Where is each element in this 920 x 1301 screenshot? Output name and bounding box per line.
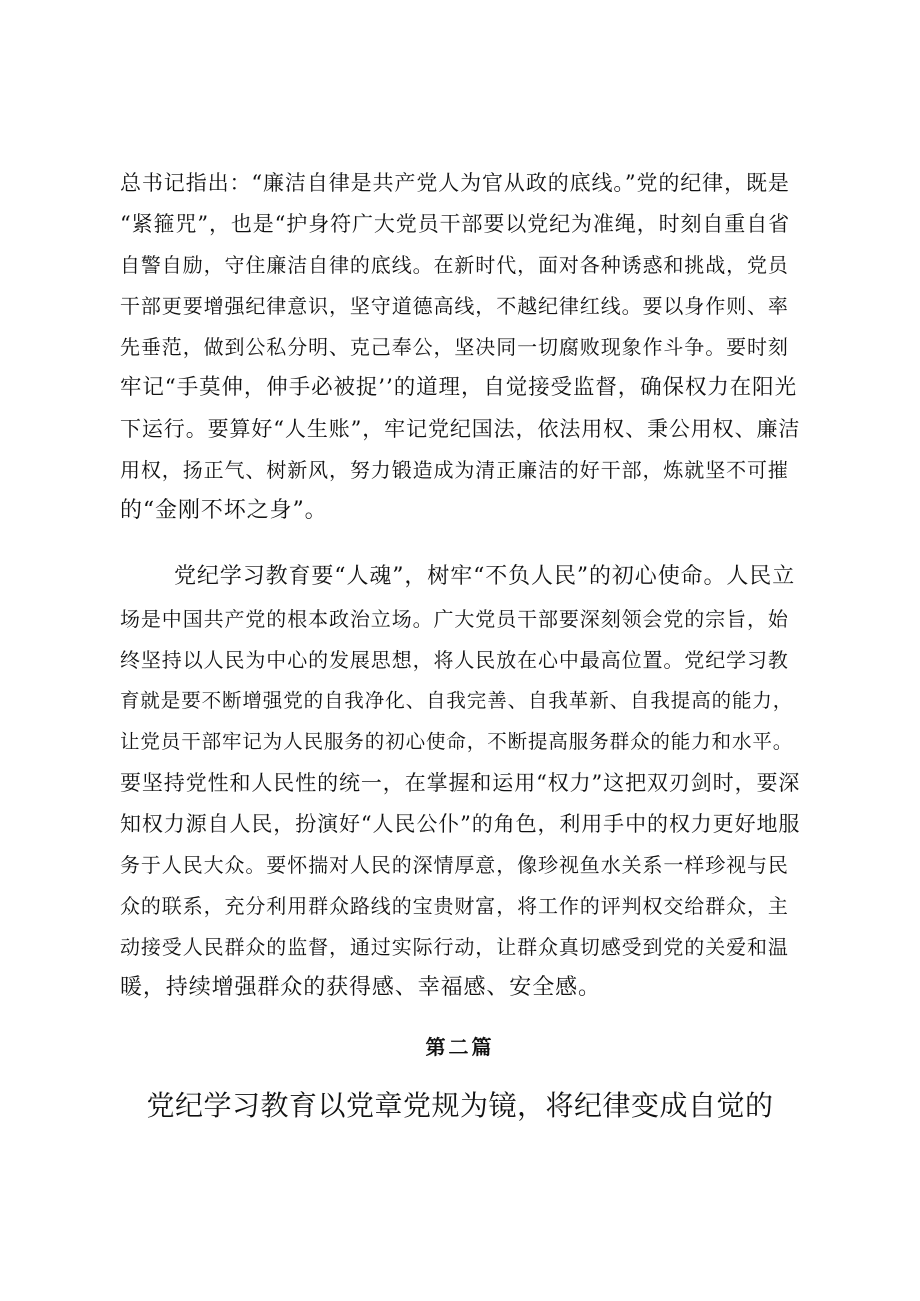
text-line: 党纪学习教育要“人魂”，树牢“不负人民”的初心使命。人民立 (174, 564, 796, 589)
text-line: 场是中国共产党的根本政治立场。广大党员干部要深刻领会党的宗旨，始 (120, 607, 789, 631)
text-line: 总书记指出：“廉洁自律是共产党人为官从政的底线。”党的纪律，既是 (120, 171, 790, 195)
text-line: 务于人民大众。要怀揣对人民的深情厚意，像珍视鱼水关系一样珍视与民 (120, 853, 789, 877)
text-line: 让党员干部牢记为人民服务的初心使命，不断提高服务群众的能力和水平。 (120, 730, 794, 753)
text-line: 育就是要不断增强党的自我净化、自我完善、自我革新、自我提高的能力， (120, 689, 794, 712)
text-line: 终坚持以人民为中心的发展思想，将人民放在心中最高位置。党纪学习教 (120, 648, 789, 672)
text-line: 动接受人民群众的监督，通过实际行动，让群众真切感受到党的关爱和温 (120, 935, 789, 959)
text-line: 用权，扬正气、树新风，努力锻造成为清正廉洁的好干部，炼就坚不可摧 (120, 458, 789, 482)
text-line: 下运行。要算好“人生账”，牢记党纪国法，依法用权、秉公用权、廉洁 (120, 417, 801, 441)
text-line: 干部更要增强纪律意识，坚守道德高线，不越纪律红线。要以身作则、率 (120, 294, 789, 318)
text-line: “紧箍咒”，也是“护身符广大党员干部要以党纪为准绳，时刻自重自省 (120, 212, 791, 236)
section-title: 党纪学习教育以党章党规为镜，将纪律变成自觉的 (146, 1089, 774, 1122)
text-line: 自警自励，守住廉洁自律的底线。在新时代，面对各种诱惑和挑战，党员 (120, 253, 789, 277)
text-line: 众的联系，充分利用群众路线的宝贵财富，将工作的评判权交给群众，主 (120, 894, 789, 918)
text-line: 暖，持续增强群众的获得感、幸福感、安全感。 (120, 975, 601, 1000)
text-line: 牢记“手莫伸，伸手必被捉’’的道理，自觉接受监督，确保权力在阳光 (120, 375, 797, 400)
text-line: 的“金刚不坏之身”。 (120, 498, 328, 523)
section-label: 第二篇 (425, 1035, 495, 1059)
text-line: 知权力源自人民，扮演好“人民公仆”的角色，利用手中的权力更好地服 (120, 812, 801, 836)
text-line: 先垂范，做到公私分明、克己奉公，坚决同一切腐败现象作斗争。要时刻 (120, 335, 789, 359)
text-line: 要坚持党性和人民性的统一，在掌握和运用“权力”这把双刃剑时，要深 (120, 771, 801, 795)
